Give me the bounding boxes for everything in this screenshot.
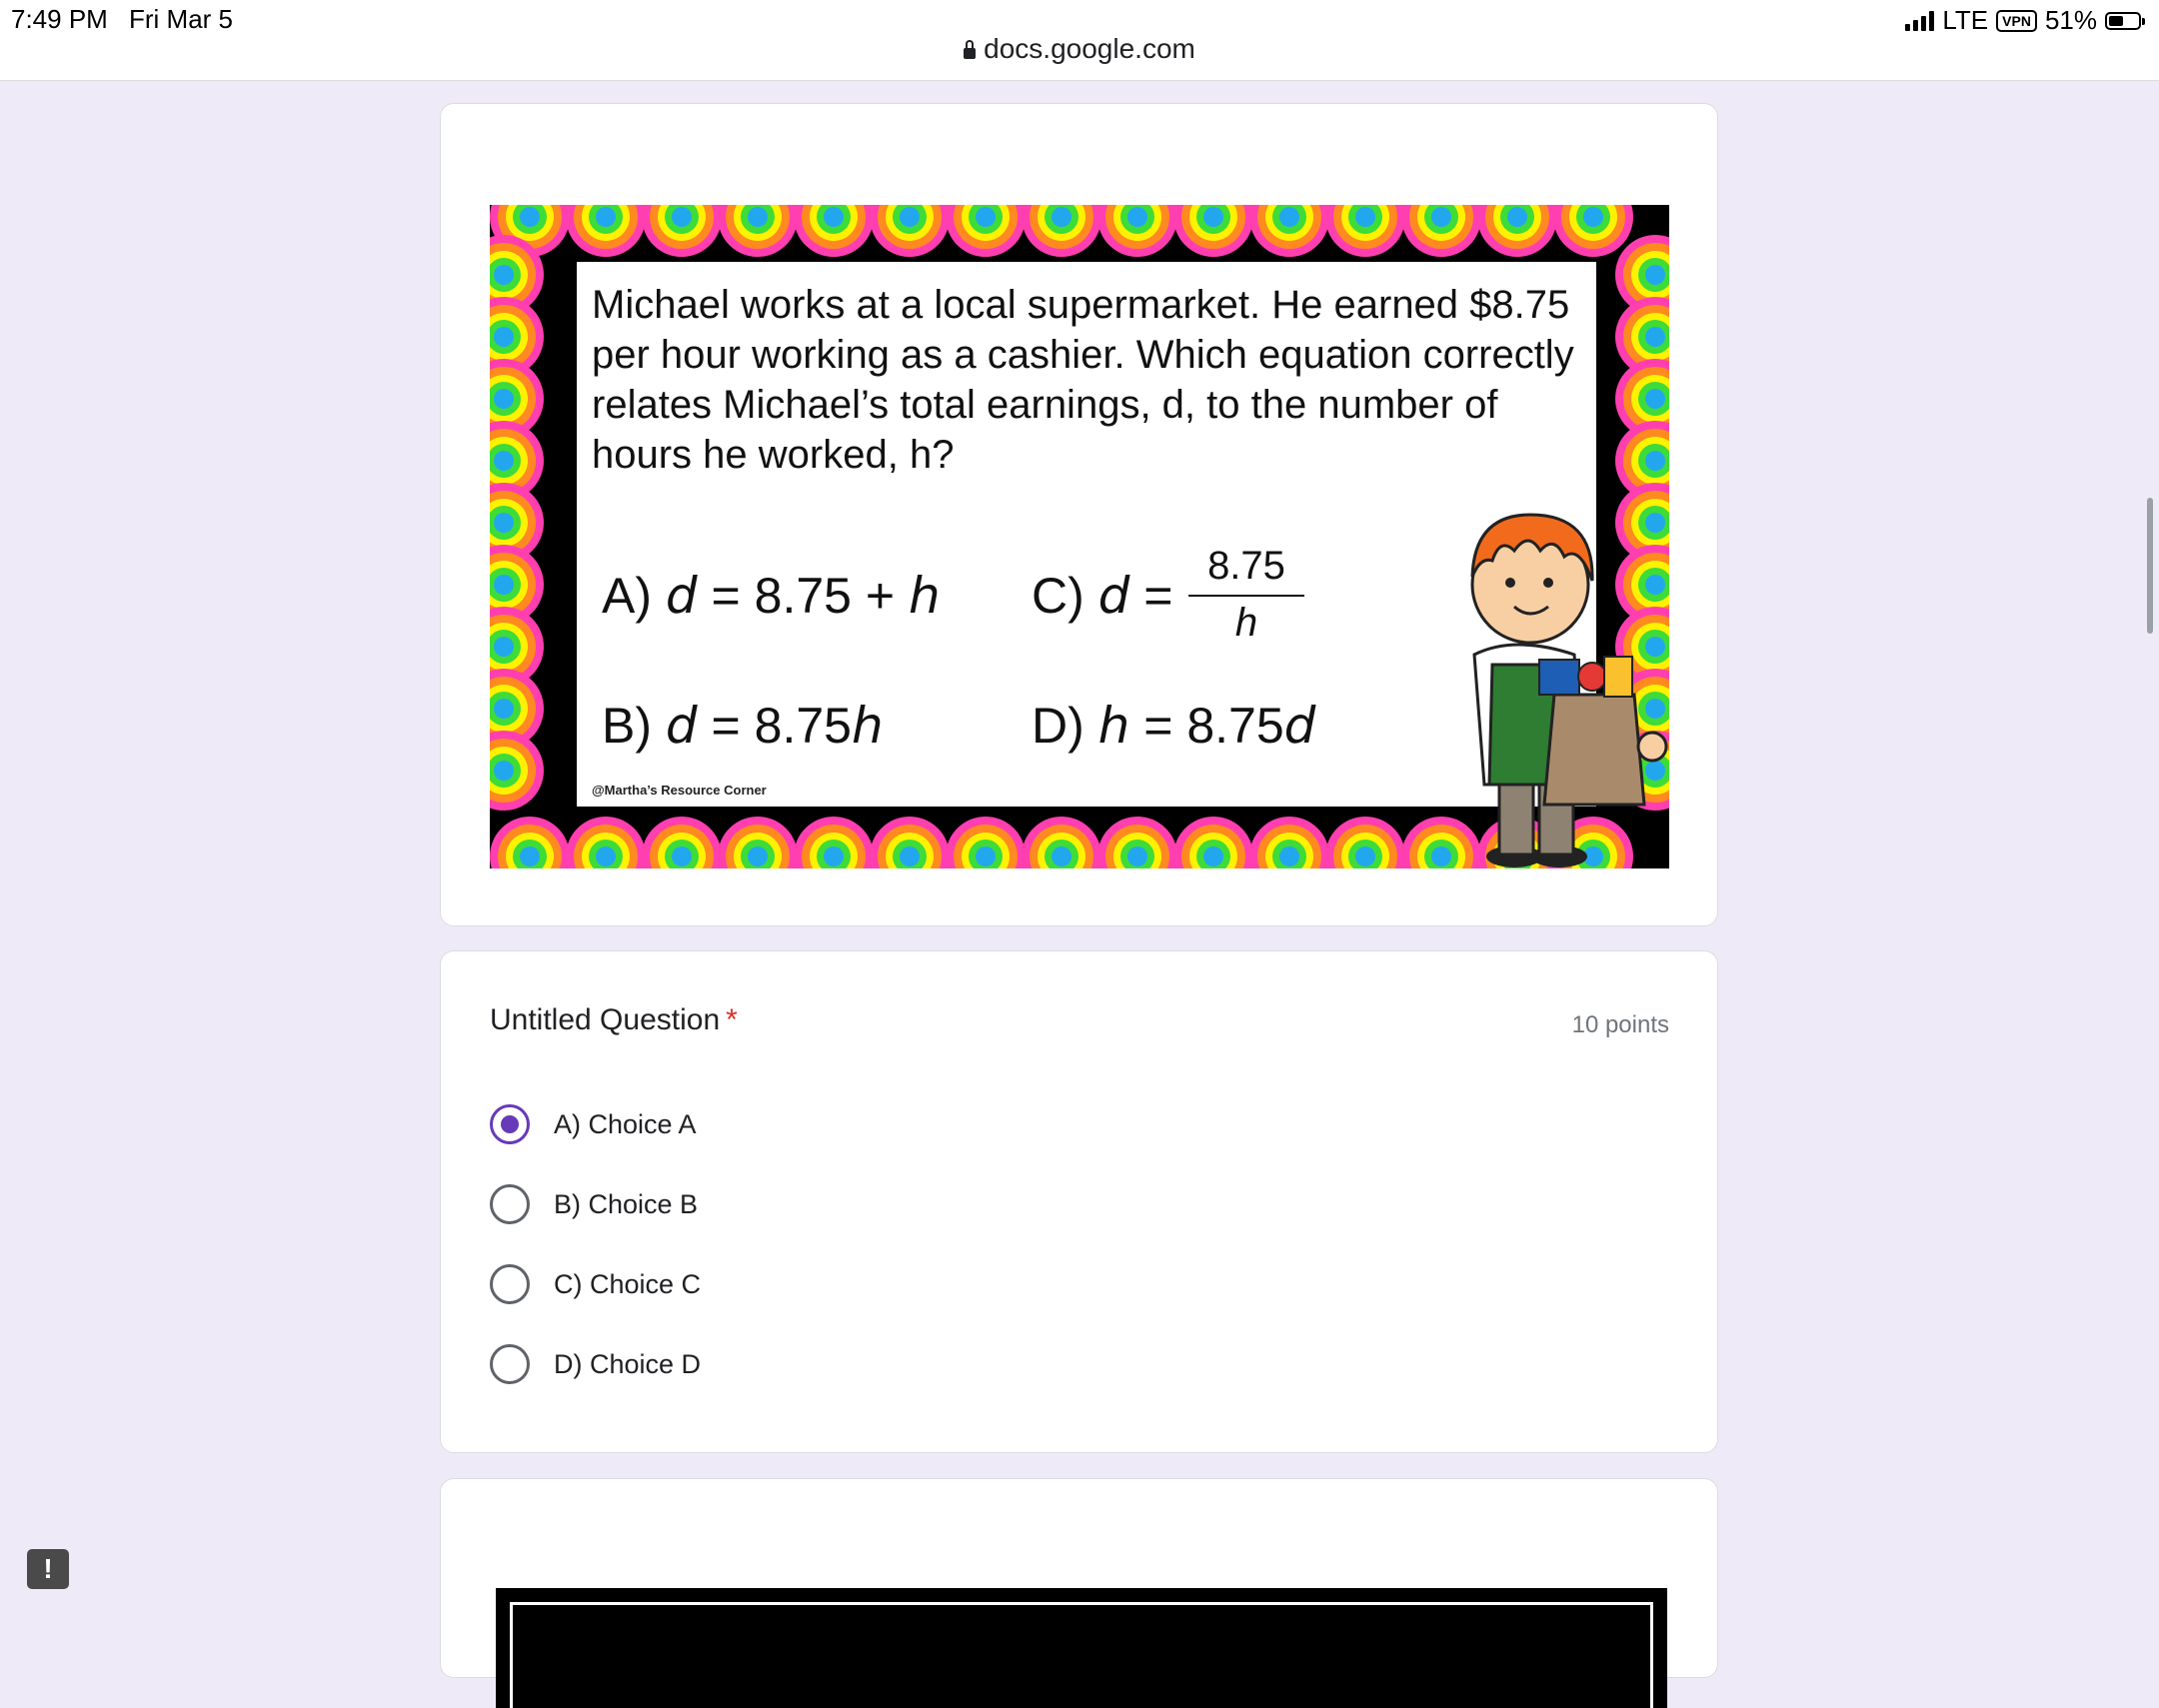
vpn-badge: VPN [1996,10,2037,32]
option-d[interactable] [490,1339,701,1389]
question-points: 10 points [1571,1011,1669,1038]
option-label: D) Choice D [554,1348,702,1379]
answer-d: D) h = 8.75d [1032,697,1316,755]
answer-b: B) d = 8.75h [602,697,884,755]
status-indicators [1905,5,2141,36]
feedback-button[interactable] [27,1549,69,1589]
page-scrollbar[interactable] [2147,498,2153,634]
fraction-denominator: h [1234,601,1258,645]
option-c[interactable] [490,1259,701,1309]
question-title: Untitled Question * [490,1003,738,1036]
radio-unselected-icon[interactable] [490,1344,530,1384]
address-bar[interactable] [0,33,2159,65]
lock-icon [964,48,976,59]
network-type: LTE [1942,5,1989,35]
question-image [490,205,1669,868]
question-text: Michael works at a local supermarket. He earned $8.75 per hour working as a cashier. Which equation correctly relates Michael’s total earnings, d, to the number of hours he worked, h? [592,283,1574,477]
battery-icon [2105,12,2141,30]
option-b[interactable] [490,1179,698,1229]
image-credit: @Martha’s Resource Corner [592,783,767,798]
question-panel [577,262,1596,807]
required-asterisk: * [726,1003,738,1036]
boy-with-grocery-bag-illustration [1444,485,1669,868]
option-a[interactable] [490,1099,697,1149]
next-image-frame [496,1588,1667,1708]
status-date: Fri Mar 5 [129,4,233,34]
image-card [440,103,1718,926]
radio-selected-icon[interactable] [490,1104,530,1144]
fraction-numerator: 8.75 [1207,544,1285,588]
status-time: 7:49 PM [11,4,108,34]
question-card [440,950,1718,1453]
option-label: B) Choice B [554,1188,699,1219]
radio-unselected-icon[interactable] [490,1264,530,1304]
answer-c-fraction [1188,544,1304,646]
next-image-card [440,1478,1718,1678]
answer-c: C) d = [1032,567,1173,625]
battery-percent: 51% [2044,5,2097,35]
radio-unselected-icon[interactable] [490,1184,530,1224]
browser-top-bar [0,0,2159,81]
option-label: A) Choice A [554,1108,697,1139]
url-text: docs.google.com [984,33,1195,64]
answer-a: A) d = 8.75 + h [602,567,941,625]
fraction-bar [1188,595,1304,597]
option-label: C) Choice C [554,1268,702,1299]
exclamation-icon: ! [43,1553,53,1584]
cell-signal-icon [1905,11,1934,31]
